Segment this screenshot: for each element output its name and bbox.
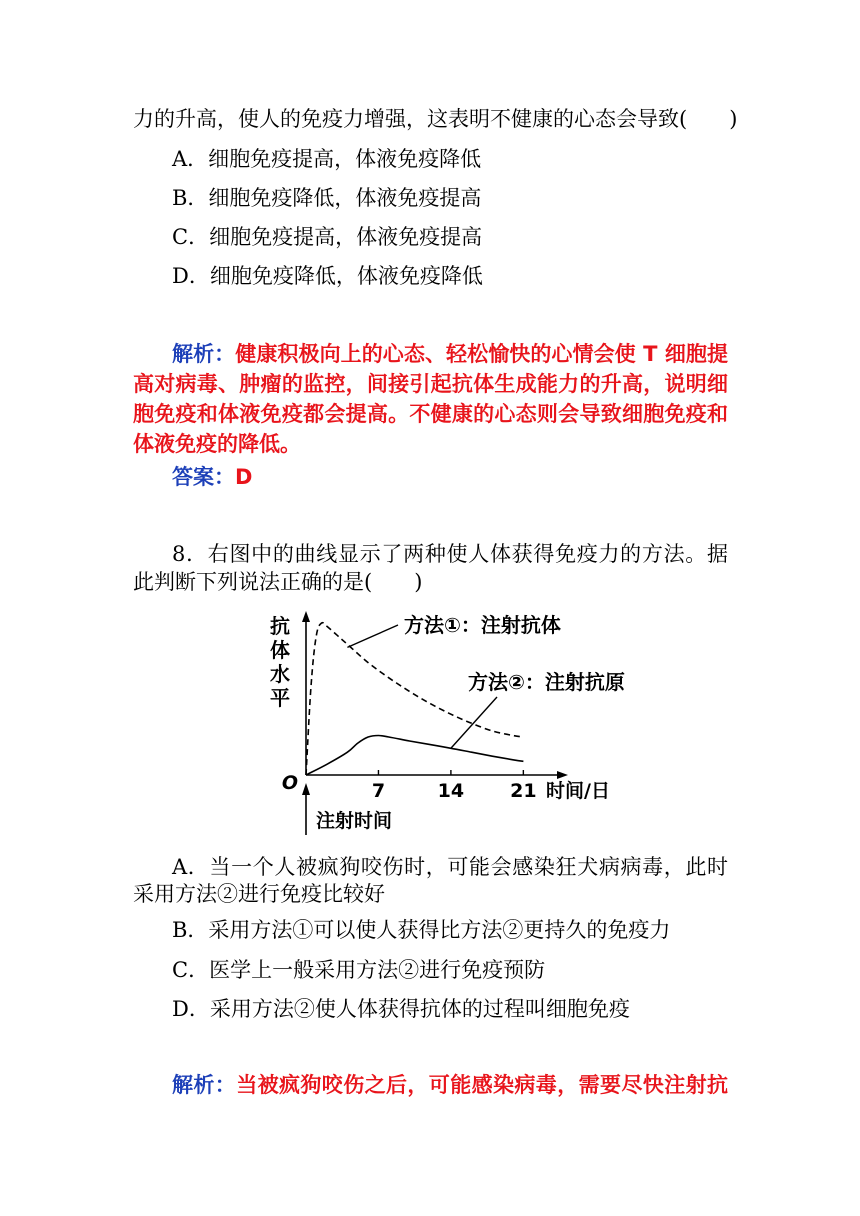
q8-stem-line-1: 8．右图中的曲线显示了两种使人体获得免疫力的方法。据 <box>172 542 728 566</box>
y-axis-label-char-0: 抗 <box>270 614 290 638</box>
q7-analysis-label: 解析： <box>172 342 236 366</box>
chart-labels <box>270 613 625 832</box>
q8-option-a-line-1: A．当一个人被疯狗咬伤时，可能会感染狂犬病病毒，此时 <box>172 855 728 879</box>
series-1-leader <box>347 625 398 647</box>
q7-option-d: D．细胞免疫降低，体液免疫降低 <box>172 264 483 288</box>
q8-analysis-text: 当被疯狗咬伤之后，可能感染病毒，需要尽快注射抗 <box>236 1073 729 1097</box>
x-axis-arrow <box>557 771 568 779</box>
q8-analysis-label: 解析： <box>172 1073 237 1097</box>
series-line-2 <box>306 736 523 776</box>
q8-stem-line-2: 此判断下列说法正确的是( ) <box>133 570 423 594</box>
series-1-label: 方法①：注射抗体 <box>404 613 561 637</box>
q8-option-b: B．采用方法①可以使人获得比方法②更持久的免疫力 <box>172 918 671 942</box>
y-axis-label-char-1: 体 <box>270 638 290 662</box>
series-2-leader <box>451 697 497 748</box>
x-tick-label-7: 7 <box>371 780 386 802</box>
chart-series <box>306 623 523 775</box>
x-tick-label-21: 21 <box>510 780 537 802</box>
q8-option-d: D．采用方法②使人体获得抗体的过程叫细胞免疫 <box>172 997 630 1021</box>
x-axis-label: 时间/日 <box>546 780 610 802</box>
q7-answer <box>172 463 252 491</box>
y-axis-label-char-2: 水 <box>270 662 290 686</box>
x-tick-label-14: 14 <box>437 780 465 802</box>
q7-analysis-line-2: 高对病毒、肿瘤的监控，间接引起抗体生成能力的升高，说明细 <box>133 372 728 396</box>
origin-label: O <box>281 772 299 794</box>
q8-option-a-line-2: 采用方法②进行免疫比较好 <box>133 882 385 906</box>
q7-option-a: A．细胞免疫提高，体液免疫降低 <box>172 147 482 171</box>
q8-option-c: C．医学上一般采用方法②进行免疫预防 <box>172 958 546 982</box>
q8-analysis-line-1 <box>172 1071 728 1099</box>
injection-arrow-head <box>302 783 310 795</box>
q7-analysis-line-3: 胞免疫和体液免疫都会提高。不健康的心态则会导致细胞免疫和 <box>133 402 728 426</box>
q7-stem: 力的升高，使人的免疫力增强，这表明不健康的心态会导致( ) <box>133 107 738 131</box>
injection-label: 注射时间 <box>316 810 393 832</box>
q7-analysis-text-1: 健康积极向上的心态、轻松愉快的心情会使 T 细胞提 <box>235 342 729 366</box>
antibody-chart <box>0 605 860 845</box>
q7-answer-value: D <box>235 465 253 489</box>
q7-answer-label: 答案： <box>172 465 235 489</box>
q7-analysis-line-4: 体液免疫的降低。 <box>133 432 301 456</box>
y-axis-arrow <box>302 611 310 622</box>
series-line-1 <box>306 623 523 775</box>
q7-option-b: B．细胞免疫降低，体液免疫提高 <box>172 186 482 210</box>
series-2-label: 方法②：注射抗原 <box>468 670 625 694</box>
q7-option-c: C．细胞免疫提高，体液免疫提高 <box>172 225 483 249</box>
q7-analysis-line-1 <box>172 340 728 368</box>
y-axis-label-char-3: 平 <box>270 686 290 710</box>
